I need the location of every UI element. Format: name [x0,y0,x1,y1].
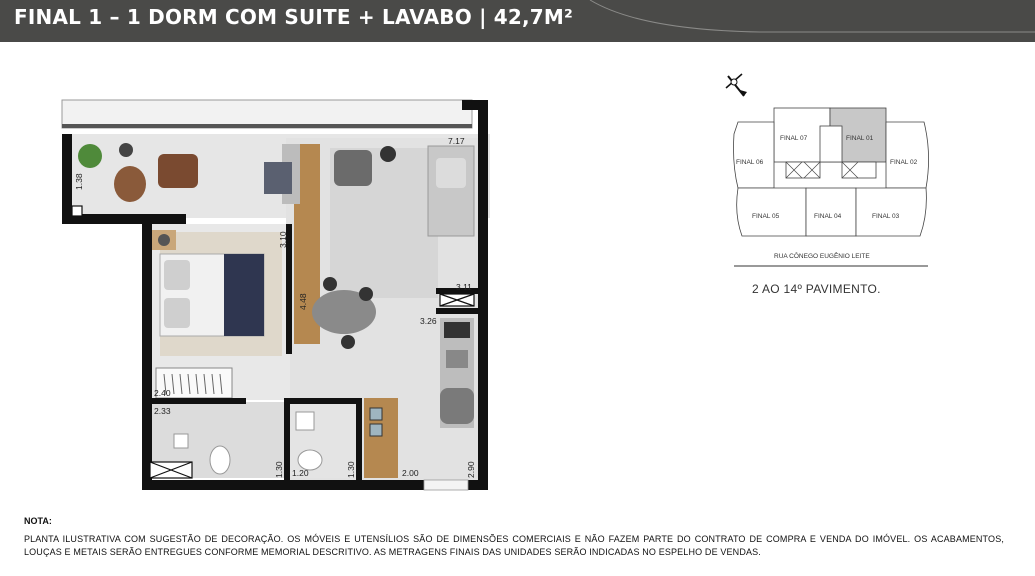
bed [160,254,264,336]
unit-final-06 [734,122,775,188]
unit-final-02 [886,122,929,188]
header-curve-decoration [560,0,1035,42]
north-arrow-icon [722,70,752,102]
dim-2-90: 2.90 [466,461,476,478]
header-bar [0,0,1035,42]
balcony-railing [62,100,472,128]
dim-1-30-b: 1.30 [346,461,356,478]
dim-3-26: 3.26 [420,316,437,326]
dim-2-40: 2.40 [154,388,171,398]
note-text: PLANTA ILUSTRATIVA COM SUGESTÃO DE DECORAÇÃO. OS MÓVEIS E UTENSÍLIOS SÃO DE DIMENSÕES COMERCIAIS E NÃO FAZEM PARTE DO CONTRATO DE COMPRA E VENDA DO IMÓVEL. OS ACABAMENTOS, LOUÇAS E METAIS SERÃO ENTREGUES CONFORME MEMORIAL DESCRITIVO. AS METRAGENS FINAIS DAS UNIDADES SERÃO INDICADAS NO ESPELHO DE VENDAS. [24,534,1004,557]
label-final-02: FINAL 02 [890,159,918,166]
dim-1-20: 1.20 [292,468,309,478]
dim-7-17: 7.17 [448,136,465,146]
label-final-03: FINAL 03 [872,213,900,220]
page-title: FINAL 1 – 1 DORM COM SUITE + LAVABO | 42,7M² [14,5,573,29]
key-plan [728,104,938,274]
dim-2-00: 2.00 [402,468,419,478]
label-final-01: FINAL 01 [846,135,874,142]
unit-final-03 [856,188,926,236]
label-final-05: FINAL 05 [752,213,780,220]
unit-final-04 [806,188,856,236]
dim-4-48: 4.48 [298,293,308,310]
label-final-07: FINAL 07 [780,135,808,142]
balcony-ottoman [158,154,198,188]
balcony-chair [114,166,146,202]
dim-1-38: 1.38 [74,173,84,190]
dim-2-33: 2.33 [154,406,171,416]
street-label: RUA CÔNEGO EUGÊNIO LEITE [774,253,870,260]
plant [78,144,102,168]
note-title: NOTA: [24,516,52,526]
dim-3-10: 3.10 [278,231,288,248]
dim-3-11: 3.11 [456,282,472,292]
label-final-06: FINAL 06 [736,159,764,166]
dim-1-30-a: 1.30 [274,461,284,478]
unit-final-05 [737,188,806,236]
floor-range: 2 AO 14º PAVIMENTO. [752,282,881,296]
floor-plan [60,98,492,494]
label-final-04: FINAL 04 [814,213,842,220]
toilet [210,446,230,474]
